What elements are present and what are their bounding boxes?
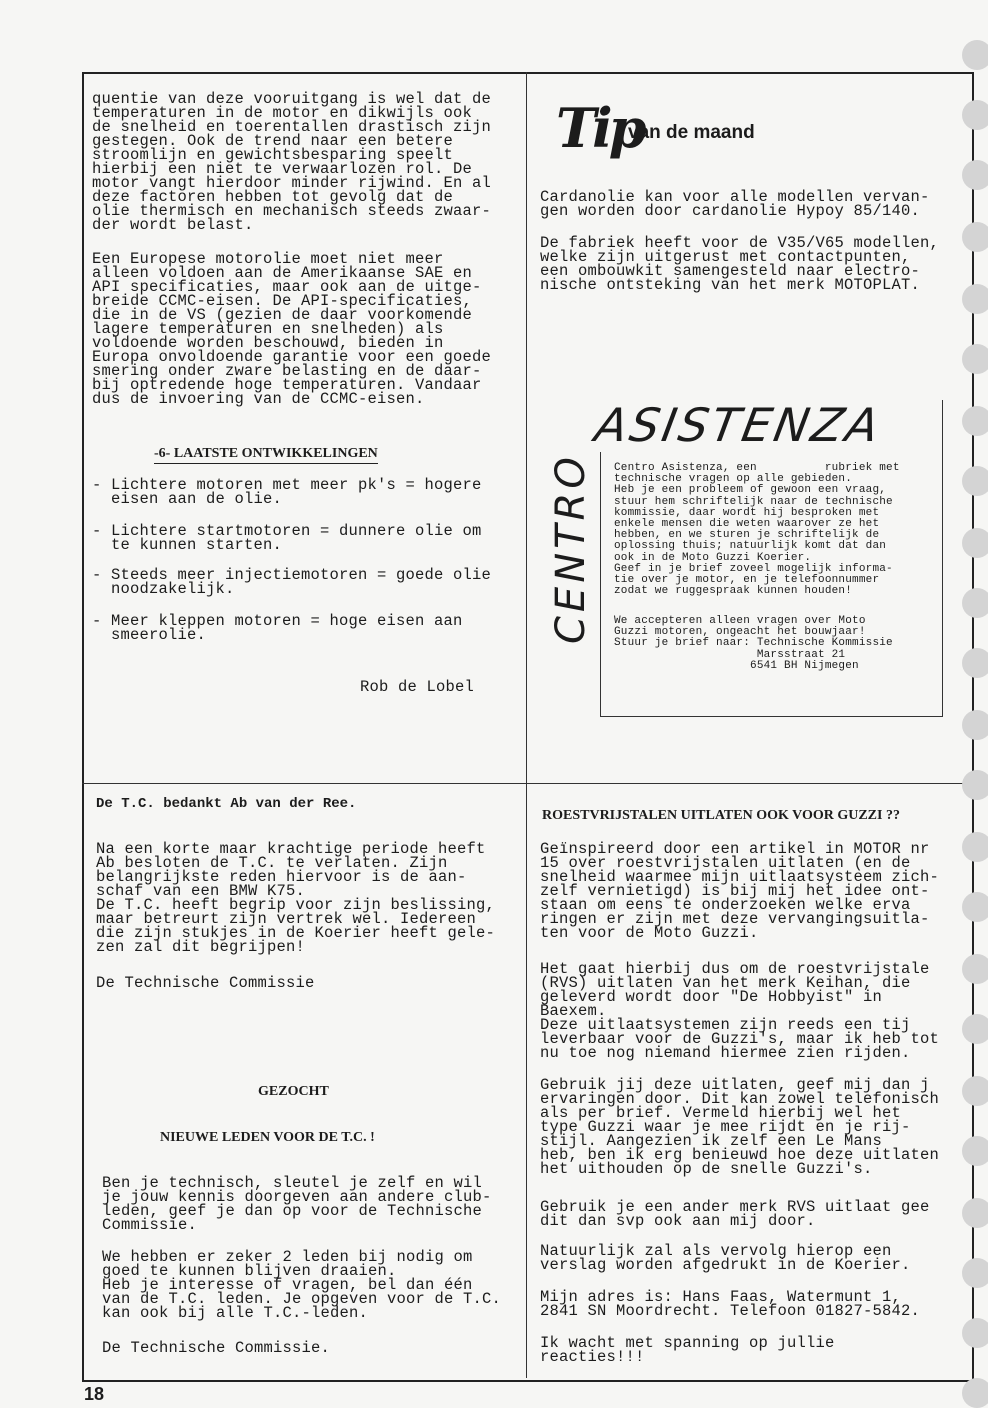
- binder-hole: [962, 1258, 988, 1288]
- asistenza-title: ASISTENZA: [591, 398, 886, 452]
- binder-hole: [962, 588, 988, 618]
- rvs-paragraph: Natuurlijk zal als vervolg hierop een verslag worden afgedrukt in de Koerier.: [540, 1242, 911, 1274]
- centro-box-left: [600, 452, 601, 716]
- binder-hole: [962, 648, 988, 678]
- binder-hole: [962, 1198, 988, 1228]
- thanks-heading: De T.C. bedankt Ab van der Ree.: [96, 796, 357, 812]
- binder-hole: [962, 466, 988, 496]
- binder-hole: [962, 954, 988, 984]
- bullet-item: - Meer kleppen motoren = hoge eisen aan smeerolie.: [92, 612, 463, 644]
- binder-hole: [962, 222, 988, 252]
- thanks-body: Na een korte maar krachtige periode heeft Ab besloten de T.C. te verlaten. Zijn belangrijkste reden hiervoor is de aan- schaf van een BMW K75. De T.C. heeft begrip voor zijn beslissing, maar betreurt zijn vertrek wel. Iedereen die zijn stukjes in de Koerier heeft gele- zen zal dit begrijpen!: [96, 840, 496, 956]
- rvs-paragraph: Gebruik jij deze uitlaten, geef mij dan j ervaringen door. Dit kan zowel telefonisch als per brief. Vermeld hierbij wel het type Guzzi waar je mee rijdt en je rij- stijl. Aangezien ik zelf een Le Mans heb, ben ik erg benieuwd hoe deze uitlaten het uithouden op de snelle Guzzi's.: [540, 1076, 940, 1178]
- binder-hole: [962, 1378, 988, 1408]
- bullet-item: - Lichtere startmotoren = dunnere olie om te kunnen starten.: [92, 522, 482, 554]
- centro-box-right: [942, 400, 943, 716]
- binder-hole: [962, 284, 988, 314]
- binder-hole: [962, 1318, 988, 1348]
- rvs-paragraph: Gebruik je een ander merk RVS uitlaat gee dit dan svp ook aan mij door.: [540, 1198, 930, 1230]
- row-divider: [82, 783, 972, 784]
- wanted-paragraph: We hebben er zeker 2 leden bij nodig om goed te kunnen blijven draaien. Heb je interesse of vragen, bel dan één van de T.C. leden. Je opgeven voor de T.C. kan ook bij alle T.C.-leden.: [102, 1248, 502, 1322]
- author: Rob de Lobel: [360, 678, 475, 696]
- section-heading-text: -6- LAATSTE ONTWIKKELINGEN: [154, 446, 378, 464]
- binder-hole: [962, 40, 988, 70]
- binder-hole: [962, 892, 988, 922]
- bullet-item: - Lichtere motoren met meer pk's = hogere eisen aan de olie.: [92, 476, 482, 508]
- wanted-heading: GEZOCHT: [258, 1084, 329, 1099]
- binder-hole: [962, 832, 988, 862]
- rvs-paragraph: Geïnspireerd door een artikel in MOTOR nr 15 over roestvrijstalen uitlaten (en de snelheid waarmee mijn uitlaatsysteem zich- zelf vernietigd) is bij mij het idee ont- staan om eens te onderzoeken welke erva ringen er zijn met deze vervangingsuitla- ten voor de Moto Guzzi.: [540, 840, 940, 942]
- rvs-heading: ROESTVRIJSTALEN UITLATEN OOK VOOR GUZZI ??: [542, 808, 900, 823]
- centro-side-title: CENTRO: [548, 453, 594, 644]
- binder-hole: [962, 344, 988, 374]
- column-divider: [526, 72, 527, 1378]
- section-heading: [154, 446, 378, 462]
- binder-hole: [962, 100, 988, 130]
- oil-article-intro: quentie van deze vooruitgang is wel dat de temperaturen in de motor en dikwijls ook de snelheid en toerentallen drastisch zijn gestegen. Ook de trend naar een betere stroomlijn en gewichtsbesparing speelt hierbij een niet te verwaarlozen rol. De motor vangt hierdoor minder rijwind. En al deze factoren hebben tot gevolg dat de olie thermisch en mechanisch steeds zwaar- der wordt belast.: [92, 90, 492, 234]
- tip-logo-subtitle: van de maand: [628, 122, 755, 143]
- centro-box-bottom: [600, 716, 943, 717]
- wanted-sign: De Technische Commissie.: [102, 1339, 331, 1357]
- binder-hole: [962, 1136, 988, 1166]
- wanted-subheading: NIEUWE LEDEN VOOR DE T.C. !: [160, 1130, 375, 1145]
- binder-hole: [962, 406, 988, 436]
- binder-hole: [962, 1014, 988, 1044]
- tip-paragraph: De fabriek heeft voor de V35/V65 modellen, welke zijn uitgerust met contactpunten, een ombouwkit samengesteld naar electro- nische ontsteking van het merk MOTOPLAT.: [540, 234, 940, 294]
- thanks-sign: De Technische Commissie: [96, 974, 315, 992]
- tip-logo: Tip: [556, 96, 643, 160]
- page-number: 18: [84, 1384, 105, 1404]
- binder-hole: [962, 528, 988, 558]
- binder-hole: [962, 770, 988, 800]
- centro-body: Centro Asistenza, een rubriek met technische vragen op alle gebieden. Heb je een probleem of gewoon een vraag, stuur hem schriftelijk naar de technische kommissie, daar wordt hij besproken met enkele mensen die weten waarover ze het hebben, en we sturen je schriftelijk de oplossing thuis; natuurlijk komt dat dan ook in de Moto Guzzi Koerier. Geef in je brief zoveel mogelijk informa- tie over je motor, en je telefoonnummer zodat we ruggespraak kunnen houden!: [614, 462, 900, 598]
- rvs-paragraph: Het gaat hierbij dus om de roestvrijstale (RVS) uitlaten van het merk Keihan, die geleverd wordt door "De Hobbyist" in Baexem. Deze uitlaatsystemen zijn reeds een tij leverbaar voor de Guzzi's, maar ik heb tot nu toe nog niemand hiermee zien rijden.: [540, 960, 940, 1062]
- binder-hole: [962, 1076, 988, 1106]
- centro-address: We accepteren alleen vragen over Moto Guzzi motoren, ongeacht het bouwjaar! Stuur je brief naar: Technische Kommissie Marsstraat 21 6541 BH Nijmegen: [614, 615, 893, 672]
- wanted-paragraph: Ben je technisch, sleutel je zelf en wil je jouw kennis doorgeven aan andere club- leden, geef je dan op voor de Technische Commissie.: [102, 1174, 492, 1234]
- oil-article-euro: Een Europese motorolie moet niet meer alleen voldoen aan de Amerikaanse SAE en API specificaties, maar ook aan de uitge- breide CCMC-eisen. De API-specificaties, die in de VS (gezien de daar voorkomende lagere temperaturen en snelheden) als voldoende worden beschouwd, bieden in Europa onvoldoende garantie voor een goede smering onder zware belasting en de daar- bij optredende hoge temperaturen. Vandaar dus de invoering van de CCMC-eisen.: [92, 250, 492, 408]
- binder-hole: [962, 710, 988, 740]
- bullet-item: - Steeds meer injectiemotoren = goede olie noodzakelijk.: [92, 566, 492, 598]
- rvs-paragraph: Ik wacht met spanning op jullie reacties!!!: [540, 1334, 835, 1366]
- binder-hole: [962, 160, 988, 190]
- rvs-paragraph: Mijn adres is: Hans Faas, Watermunt 1, 2841 SN Moordrecht. Telefoon 01827-5842.: [540, 1288, 921, 1320]
- tip-paragraph: Cardanolie kan voor alle modellen vervan- gen worden door cardanolie Hypoy 85/140.: [540, 188, 930, 220]
